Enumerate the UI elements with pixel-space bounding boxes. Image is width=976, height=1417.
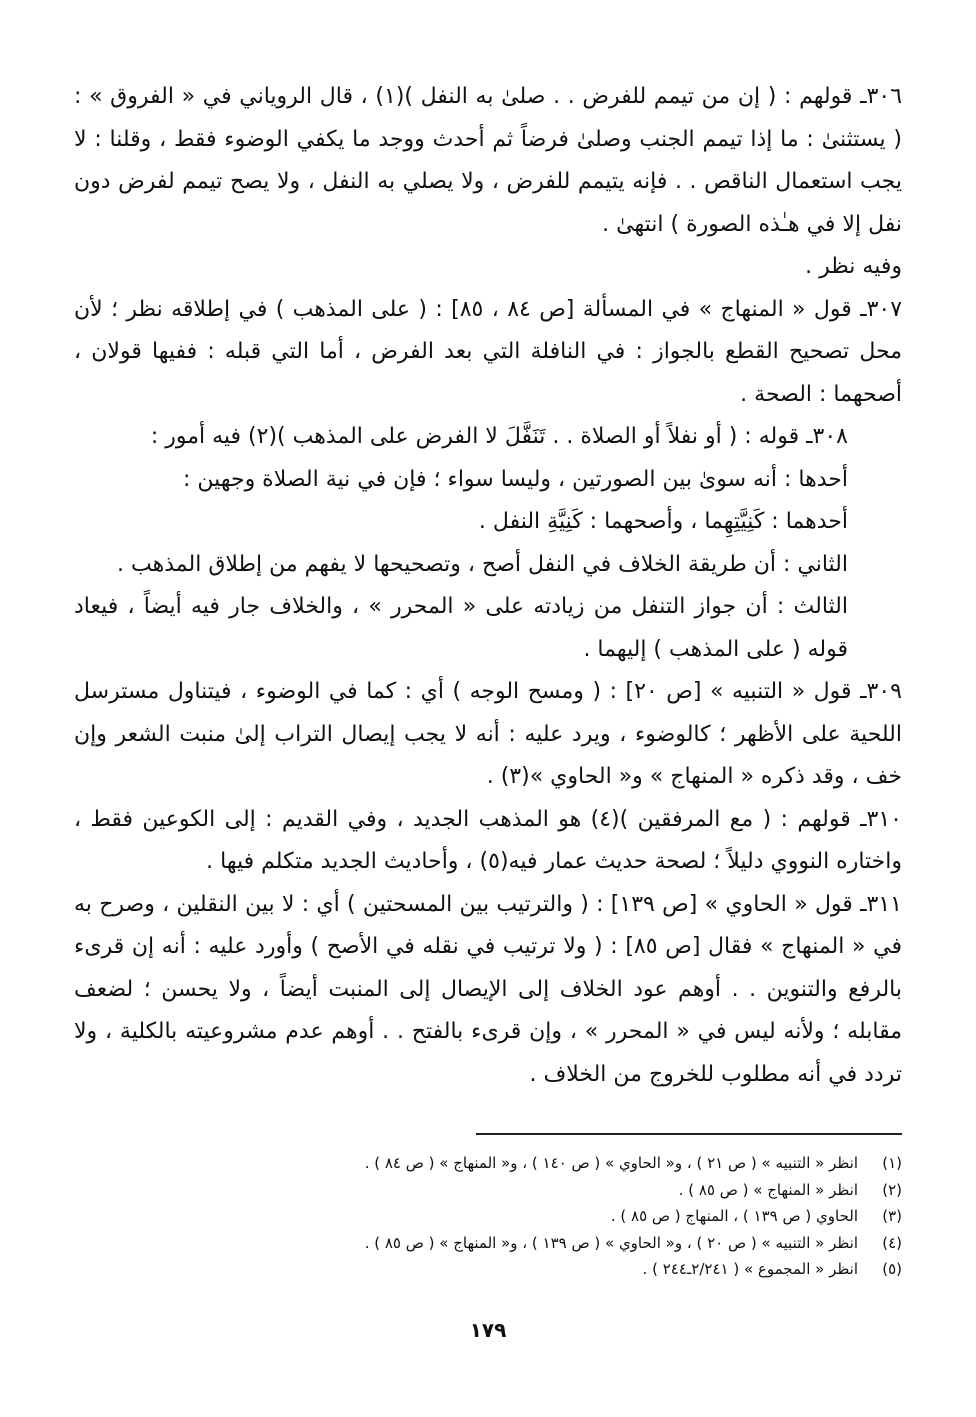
paragraph-308-second: الثاني : أن طريقة الخلاف في النفل أصح ، وتصحيحها لا يفهم من إطلاق المذهب .	[117, 551, 848, 577]
main-text	[74, 76, 902, 1096]
footnote-text: انظر « المجموع » ( ٢/٢٤١ـ٢٤٤ ) .	[642, 1260, 858, 1278]
paragraph-309: ٣٠٩ـ قول « التنبيه » [ص ٢٠] : ( ومسح الوجه ) أي : كما في الوضوء ، فيتناول مسترسل اللحية على الأظهر ؛ كالوضوء ، ويرد عليه : أنه لا يجب إيصال التراب إلىٰ منبت الشعر وإن خف ، وقد ذكره « المنهاج » و« الحاوي »(٣) .	[74, 679, 902, 789]
footnote-text: انظر « المنهاج » ( ص ٨٥ ) .	[678, 1180, 858, 1199]
footnote-number: (٢)	[882, 1180, 902, 1199]
page-number: ١٧٩	[469, 1318, 507, 1342]
footnote-text: انظر « التنبيه » ( ص ٢٠ ) ، و« الحاوي » ( ص ١٣٩ ) ، و« المنهاج » ( ص ٨٥ ) .	[364, 1233, 858, 1252]
footnote-3	[74, 1203, 902, 1230]
paragraph-308-first: أحدها : أنه سوىٰ بين الصورتين ، وليسا سواء ؛ فإن في نية الصلاة وجهين :	[183, 466, 848, 492]
footnote-5	[74, 1256, 902, 1283]
footnote-1	[74, 1150, 902, 1177]
paragraph-310: ٣١٠ـ قولهم : ( مع المرفقين )(٤) هو المذهب الجديد ، وفي القديم : إلى الكوعين فقط ، واختاره النووي دليلاً ؛ لصحة حديث عمار فيه(٥) ، وأحاديث الجديد متكلم فيها .	[74, 806, 902, 874]
paragraph-308: ٣٠٨ـ قوله : ( أو نفلاً أو الصلاة . . تَنَفَّلَ لا الفرض على المذهب )(٢) فيه أمور :	[150, 424, 848, 449]
footnote-number: (٥)	[882, 1260, 902, 1278]
footnote-divider	[476, 1133, 902, 1135]
paragraph-306-comment: وفيه نظر .	[805, 254, 902, 279]
footnote-number: (٤)	[882, 1233, 902, 1252]
footnote-2	[74, 1177, 902, 1204]
paragraph-311: ٣١١ـ قول « الحاوي » [ص ١٣٩] : ( والترتيب بين المسحتين ) أي : لا بين النقلين ، وصرح به في « المنهاج » فقال [ص ٨٥] : ( ولا ترتيب في نقله في الأصح ) وأورد عليه : أنه إن قرىء بالرفع والتنوين . . أوهم عود الخلاف إلى الإيصال إلى المنبت أيضاً ، ولا يحسن ؛ لضعف مقابله ؛ ولأنه ليس في « المحرر » ، وإن قرىء بالفتح . . أوهم عدم مشروعيته بالكلية ، ولا تردد في أنه مطلوب للخروج من الخلاف .	[74, 891, 902, 1087]
footnote-text: الحاوي ( ص ١٣٩ ) ، المنهاج ( ص ٨٥ ) .	[610, 1207, 858, 1225]
paragraph-308-third: الثالث : أن جواز التنفل من زيادته على « المحرر » ، والخلاف جار فيه أيضاً ، فيعاد قوله ( على المذهب ) إليهما .	[74, 594, 848, 662]
paragraph-306: ٣٠٦ـ قولهم : ( إن من تيمم للفرض . . صلىٰ به النفل )(١) ، قال الروياني في « الفروق » : ( يستثنىٰ : ما إذا تيمم الجنب وصلىٰ فرضاً ثم أحدث ووجد ما يكفي الوضوء فقط ، وقلنا : لا يجب استعمال الناقص . . فإنه يتيمم للفرض ، ولا يصلي به النفل ، ولا يصح تيمم لفرض دون نفل إلا في هـٰذه الصورة ) انتهىٰ .	[74, 84, 903, 237]
footnote-number: (١)	[882, 1154, 902, 1172]
footnote-number: (٣)	[882, 1207, 902, 1225]
footnotes	[74, 1150, 902, 1283]
paragraph-307: ٣٠٧ـ قول « المنهاج » في المسألة [ص ٨٤ ، ٨٥] : ( على المذهب ) في إطلاقه نظر ؛ لأن محل تصحيح القطع بالجواز : في النافلة التي بعد الفرض ، أما التي قبله : ففيها قولان ، أصحهما : الصحة .	[74, 296, 903, 407]
footnote-text: انظر « التنبيه » ( ص ٢١ ) ، و« الحاوي » ( ص ١٤٠ ) ، و« المنهاج » ( ص ٨٤ ) .	[364, 1154, 858, 1172]
footnote-4	[74, 1230, 902, 1257]
paragraph-308-first-detail: أحدهما : كَنِيَّتِهِما ، وأصحهما : كَنِيَّةِ النفل .	[478, 509, 848, 534]
